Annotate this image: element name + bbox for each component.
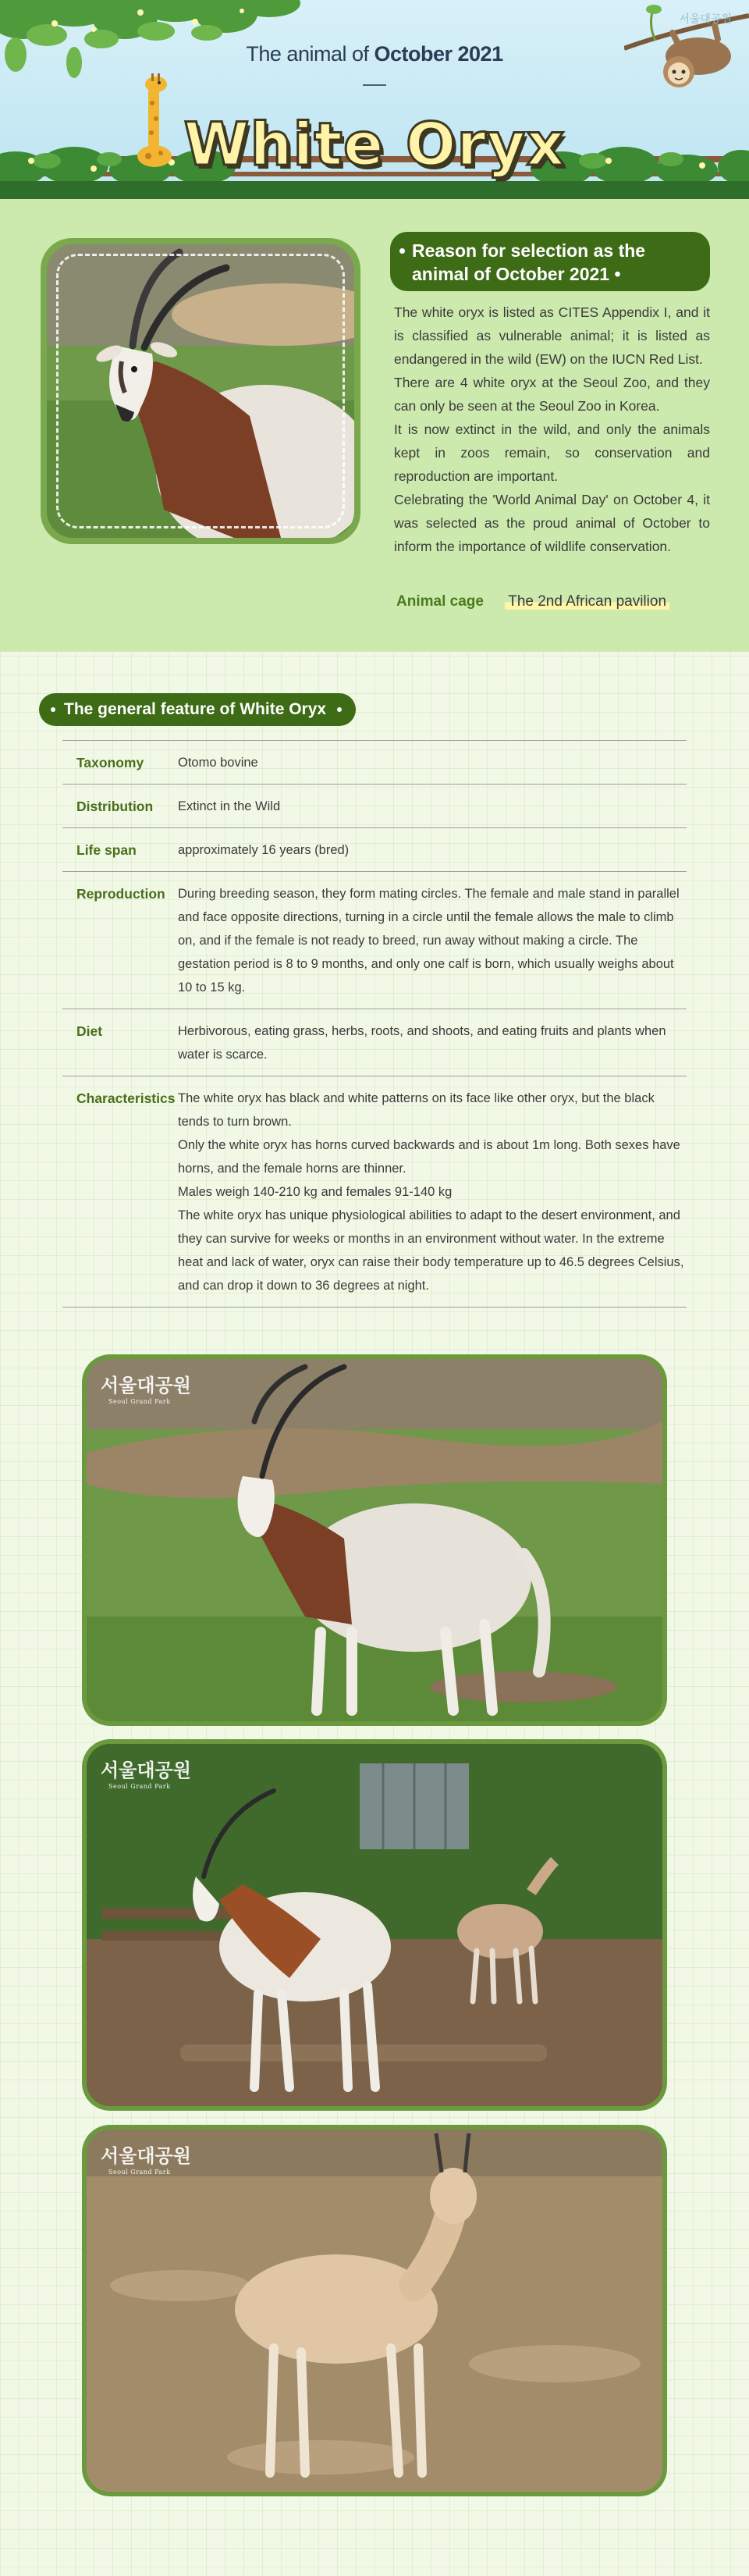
- gallery-photo-2: [82, 1739, 667, 2111]
- page-title: White Oryx: [183, 109, 566, 179]
- features-table: [62, 740, 687, 1308]
- table-row: [62, 1076, 687, 1308]
- row-key: Distribution: [76, 799, 154, 814]
- logo-subtext: Seoul Grand Park: [108, 2169, 171, 2176]
- row-value-line: approximately 16 years (bred): [178, 843, 350, 857]
- row-value-line: Only the white oryx has horns curved backwards and is about 1m long. Both sexes have horns, and the female horns are thinner.: [178, 1138, 680, 1176]
- reason-badge: Reason for selection as the animal of October 2021 •: [390, 232, 710, 291]
- row-value-line: Extinct in the Wild: [178, 799, 281, 813]
- gallery-photo-inner: [87, 1359, 662, 1721]
- intro-section: [0, 199, 749, 652]
- table-row: [62, 828, 687, 872]
- badge-dot: [337, 707, 342, 712]
- subtitle-month: October 2021: [374, 42, 503, 66]
- logo-subtext: Seoul Grand Park: [108, 1783, 171, 1790]
- gallery-photo-inner: [87, 2129, 662, 2492]
- reason-paragraph: Celebrating the 'World Animal Day' on October 4, it was selected as the proud animal of October to inform the importance of wildlife conservation.: [394, 492, 710, 554]
- cage-value: The 2nd African pavilion: [505, 593, 669, 610]
- row-value: [178, 1019, 687, 1066]
- row-value-line: Otomo bovine: [178, 756, 258, 770]
- logo-subtext: Seoul Grand Park: [108, 1398, 171, 1405]
- logo-text: 서울대공원: [101, 1374, 191, 1397]
- seoul-grand-park-logo: [101, 1370, 191, 1405]
- watermark-logo: 서울대공원: [679, 12, 732, 25]
- table-row: [62, 785, 687, 828]
- logo-text: 서울대공원: [101, 2144, 191, 2167]
- photo-dashed-border: [56, 254, 345, 528]
- intro-photo-frame: [41, 238, 360, 544]
- badge-dot: [399, 248, 405, 254]
- animal-cage-info: [396, 593, 669, 610]
- badge-dot: [51, 707, 55, 712]
- row-value-line: Males weigh 140-210 kg and females 91-140 kg: [178, 1185, 453, 1199]
- oryx-standing-illustration: [87, 1359, 662, 1721]
- page-subtitle: [0, 42, 749, 66]
- row-key: Reproduction: [76, 886, 165, 902]
- row-value-line: During breeding season, they form mating circles. The female and male stand in parallel and face opposite directions, turning in a circle until the female allows the male to climb on, and if the female is not ready to breed, run away without making a circle. The gestation period is 8 to 9 months, and only one calf is born, which usually weighs about 10 to 15 kg.: [178, 887, 680, 994]
- row-key: Diet: [76, 1023, 103, 1039]
- young-oryx-illustration: [87, 2129, 662, 2492]
- row-value: [178, 838, 687, 862]
- row-value: [178, 882, 687, 999]
- row-key: Characteristics: [76, 1091, 176, 1106]
- gallery-photo-inner: [87, 1744, 662, 2106]
- row-value: [178, 795, 687, 818]
- gallery-photo-1: [82, 1354, 667, 1726]
- features-badge: [39, 693, 356, 726]
- oryx-with-calf-illustration: [87, 1744, 662, 2106]
- features-badge-label: The general feature of White Oryx: [64, 700, 327, 718]
- reason-text: [394, 301, 710, 558]
- row-value-line: The white oryx has black and white patterns on its face like other oryx, but the black tends to turn brown.: [178, 1091, 655, 1129]
- title-divider: [363, 84, 386, 86]
- reason-paragraph: There are 4 white oryx at the Seoul Zoo, and they can only be seen at the Seoul Zoo in Korea.: [394, 375, 710, 414]
- row-value: [178, 1087, 687, 1297]
- table-row: [62, 741, 687, 785]
- reason-badge-label: Reason for selection as the animal of October 2021: [412, 240, 646, 284]
- table-row: [62, 1009, 687, 1076]
- table-row: [62, 872, 687, 1009]
- reason-paragraph: It is now extinct in the wild, and only the animals kept in zoos remain, so conservation and reproduction are important.: [394, 422, 710, 484]
- header-banner: [0, 0, 749, 199]
- seoul-grand-park-logo: [101, 1755, 191, 1790]
- subtitle-prefix: The animal of: [246, 42, 374, 66]
- row-key: Taxonomy: [76, 755, 144, 770]
- row-value-line: Herbivorous, eating grass, herbs, roots, and shoots, and eating fruits and plants when water is scarce.: [178, 1024, 666, 1062]
- row-value: [178, 751, 687, 774]
- logo-text: 서울대공원: [101, 1759, 191, 1781]
- row-value-line: The white oryx has unique physiological abilities to adapt to the desert environment, and they can survive for weeks or months in an environment without water. In the extreme heat and lack of water, oryx can raise their body temperature up to 46.5 degrees Celsius, and can drop it down to 36 degrees at night.: [178, 1208, 684, 1293]
- row-key: Life span: [76, 842, 137, 858]
- oryx-portrait-photo: [47, 244, 354, 538]
- reason-paragraph: The white oryx is listed as CITES Appendix I, and it is classified as vulnerable animal; it is listed as endangered in the wild (EW) on the IUCN Red List.: [394, 304, 710, 367]
- seoul-grand-park-logo: [101, 2140, 191, 2176]
- gallery-photo-3: [82, 2125, 667, 2496]
- cage-label: Animal cage: [396, 593, 484, 610]
